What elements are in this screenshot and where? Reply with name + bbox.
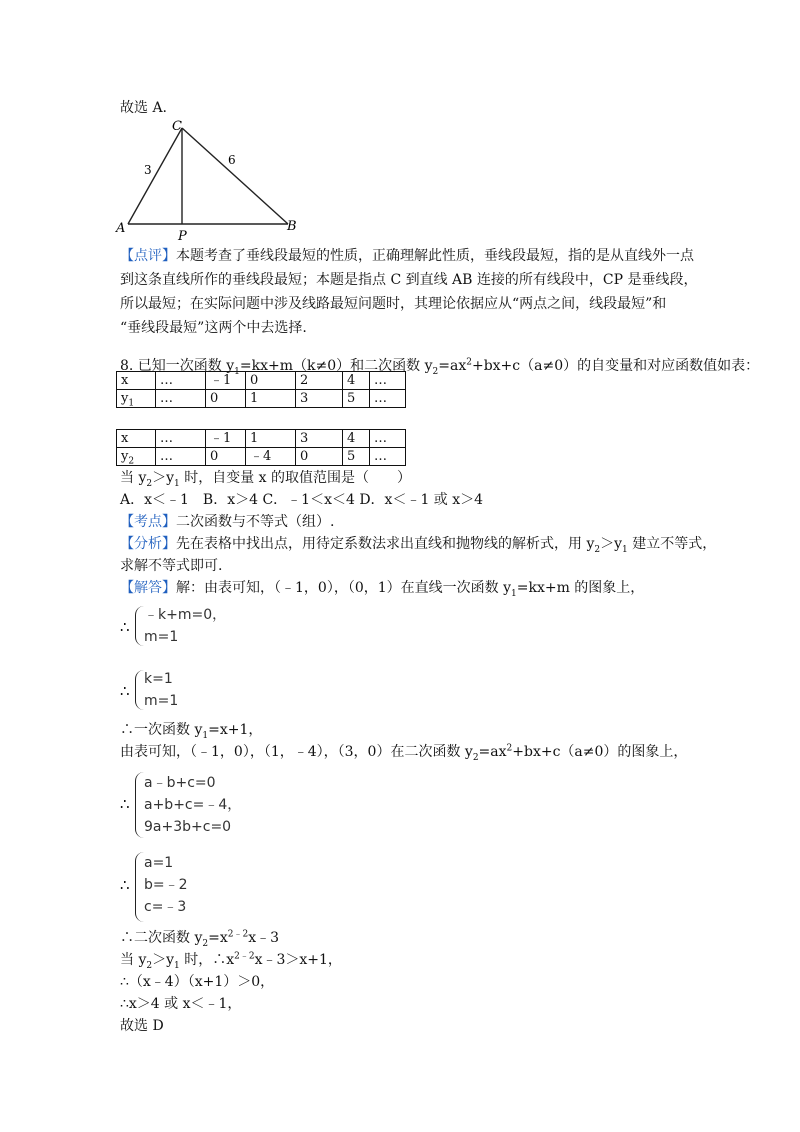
table-cell: … (156, 372, 206, 390)
kaodian-line: 【考点】二次函数与不等式（组）. (120, 514, 335, 530)
brace-symbol (135, 606, 144, 646)
inequality-line-3: ∴x＞4 或 x＜﹣1， (120, 996, 242, 1012)
table-cell: 0 (296, 448, 343, 466)
table-cell: … (370, 430, 406, 448)
previous-conclusion: 故选 A. (120, 100, 168, 116)
table-cell: … (156, 448, 206, 466)
equation-system-3: a﹣b+c=0 a+b+c=﹣4， 9a+3b+c=0 (144, 775, 242, 835)
comment-line-2: 到这条直线所作的垂线段最短；本题是指点 C 到直线 AB 连接的所有线段中，CP 是垂线段， (120, 272, 698, 288)
table-cell: 5 (343, 390, 370, 408)
table-row (117, 448, 406, 466)
brace-symbol (135, 670, 144, 710)
linear-result: ∴一次函数 $y_1=x+1$， (120, 722, 263, 741)
quadratic-result: ∴二次函数 $y_2=x^{2﹣2}x﹣3$ (120, 929, 279, 949)
value-table-quadratic (116, 429, 406, 466)
brace-symbol (135, 772, 144, 838)
segment-cb (182, 128, 288, 224)
label-a: A (116, 221, 126, 236)
fenxi-line-2: 求解不等式即可. (120, 558, 223, 574)
table-cell: … (156, 430, 206, 448)
question-8-stem: 8. 已知一次函数 $y_1=kx+m(k\ne 0)$和二次函数 $y_2=ax^2+bx+c(a\ne 0)$的自变量和对应函数值如表： (120, 357, 760, 377)
table-cell: x (117, 372, 156, 390)
table-row (117, 372, 406, 390)
table-cell: 3 (296, 430, 343, 448)
therefore-symbol: ∴ (120, 682, 130, 700)
label-side-cb: 6 (228, 153, 236, 167)
equation-system-2: k=1 m=1 (144, 671, 179, 709)
value-table-linear (116, 371, 406, 408)
table-cell: … (370, 372, 406, 390)
table-cell: 3 (296, 390, 343, 408)
table-cell: 1 (246, 430, 296, 448)
question-8-prompt: 当 $y_2>y_1$ 时，自变量 x 的取值范围是（ ） (120, 470, 411, 489)
brace-symbol (135, 852, 144, 922)
table-cell: … (370, 448, 406, 466)
question-8-options: A．x＜﹣1 B．x＞4 C．﹣1＜x＜4 D．x＜﹣1 或 x＞4 (120, 492, 484, 508)
equation-system-4: a=1 b=﹣2 c=﹣3 (144, 855, 188, 915)
comment-line-3: 所以最短；在实际问题中涉及线路最短问题时，其理论依据应从“两点之间，线段最短”和 (120, 296, 667, 312)
label-side-ac: 3 (144, 163, 152, 177)
table-cell: 1 (246, 390, 296, 408)
inequality-line-1: 当 $y_2>y_1$ 时，$\therefore x^{2﹣2}x﹣3>x+1$， (120, 951, 342, 971)
jieda-line-1: 【解答】解：由表可知，（﹣1，0），（0，1）在直线一次函数 $y_1=kx+m$ 的图象上， (120, 580, 645, 599)
jieda-line-2: 由表可知，（﹣1，0），（1，﹣4），（3，0）在二次函数 $y_2=ax^2+bx+c(a\ne 0)$的图象上， (120, 743, 688, 763)
final-answer: 故选 D (120, 1018, 164, 1034)
table-cell: ﹣1 (206, 430, 246, 448)
table-cell: 0 (246, 372, 296, 390)
triangle-figure (112, 116, 302, 242)
fenxi-line-1: 【分析】先在表格中找出点，用待定系数法求出直线和抛物线的解析式，用 $y_2>y_1$ 建立不等式， (120, 536, 717, 555)
table-cell: 0 (206, 390, 246, 408)
label-b: B (287, 219, 297, 234)
label-p: P (178, 229, 187, 242)
table-cell: 0 (206, 448, 246, 466)
therefore-symbol: ∴ (120, 618, 130, 636)
table-cell: 4 (343, 430, 370, 448)
comment-line-1: 【点评】本题考查了垂线段最短的性质，正确理解此性质，垂线段最短，指的是从直线外一点 (120, 248, 694, 264)
table-cell: $y_1$ (117, 390, 156, 408)
table-cell: 5 (343, 448, 370, 466)
label-c: C (172, 119, 182, 134)
kaodian-tag: 【考点】 (120, 514, 176, 530)
equation-system-1: ﹣k+m=0， m=1 (144, 607, 227, 645)
comment-tag: 【点评】 (120, 248, 176, 264)
segment-ac (128, 128, 182, 224)
inequality-line-2: ∴（x﹣4）（x+1）＞0， (120, 974, 275, 990)
table-row (117, 430, 406, 448)
table-row (117, 390, 406, 408)
therefore-symbol: ∴ (120, 876, 130, 894)
table-cell: 4 (343, 372, 370, 390)
table-cell: 2 (296, 372, 343, 390)
table-cell: ﹣1 (206, 372, 246, 390)
table-cell: $y_2$ (117, 448, 156, 466)
comment-line-4: “垂线段最短”这两个中去选择. (120, 320, 307, 336)
jieda-tag: 【解答】 (120, 580, 176, 596)
table-cell: x (117, 430, 156, 448)
therefore-symbol: ∴ (120, 795, 130, 813)
table-cell: ﹣4 (246, 448, 296, 466)
fenxi-tag: 【分析】 (120, 536, 176, 552)
table-cell: … (156, 390, 206, 408)
table-cell: … (370, 390, 406, 408)
